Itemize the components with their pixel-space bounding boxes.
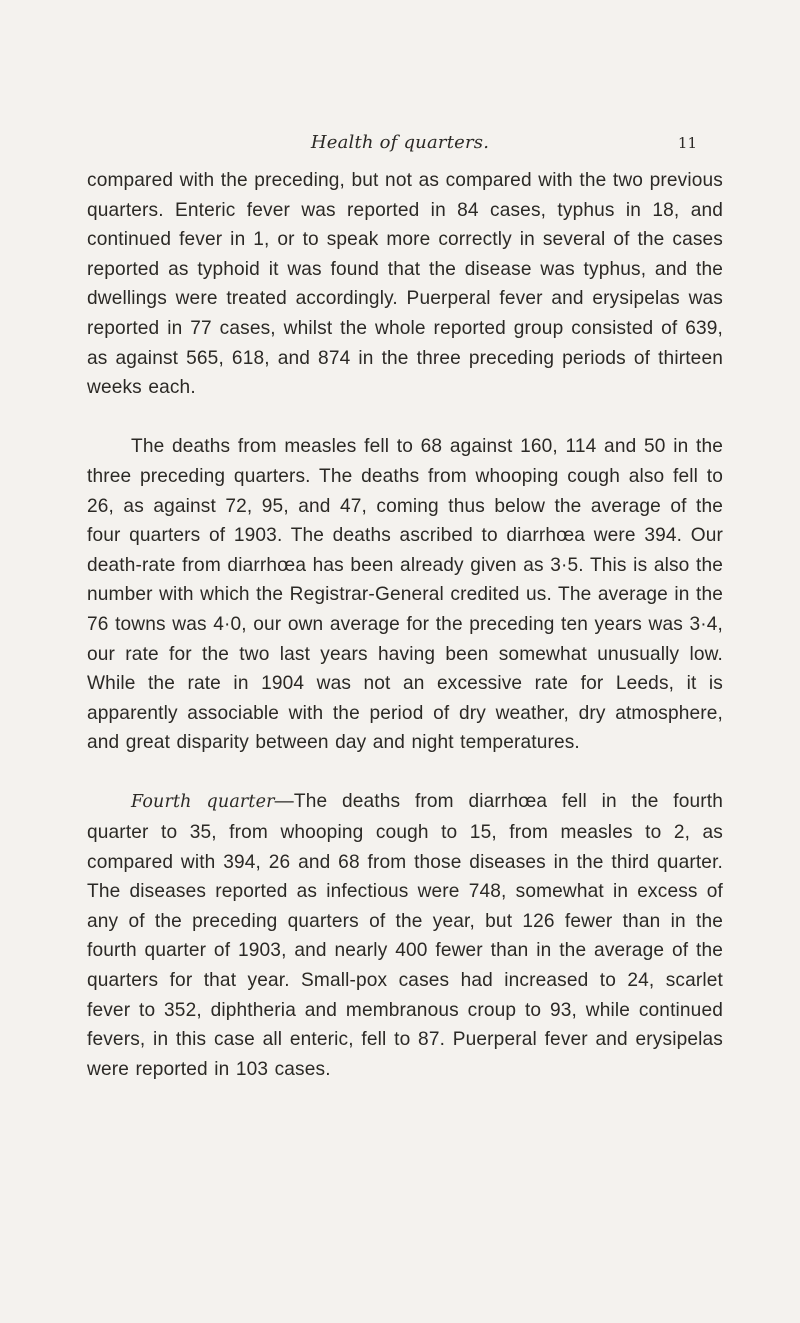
paragraph-fourth-quarter [87,787,723,1084]
page-title: Health of quarters. [310,132,490,153]
paragraph-fourth-quarter-text: —The deaths from diarrhœa fell in the fourth quarter to 35, from whooping cough to 15, from measles to 2, as compared with 394, 26 and 68 from those diseases in the third quarter. The diseases reported as infectious were 748, somewhat in excess of any of the preceding quarters of the year, but 126 fewer than in the fourth quarter of 1903, and nearly 400 fewer than in the average of the quarters for that year. Small-pox cases had increased to 24, scarlet fever to 352, diphtheria and membranous croup to 93, while continued fevers, in this case all enteric, fell to 87. Puerperal fever and erysipelas were reported in 103 cases. [87,791,723,1080]
paragraph-measles-deaths: The deaths from measles fell to 68 against 160, 114 and 50 in the three preceding quarters. The deaths from whooping cough also fell to 26, as against 72, 95, and 47, coming thus below the average of the four quarters of 1903. The deaths ascribed to diarrhœa were 394. Our death-rate from diarrhœa has been already given as 3·5. This is also the number with which the Registrar-General credited us. The average in the 76 towns was 4·0, our own average for the preceding ten years was 3·4, our rate for the two last years having been somewhat unusually low. While the rate in 1904 was not an excessive rate for Leeds, it is apparently associable with the period of dry weather, dry atmosphere, and great disparity between day and night temperatures. [87,436,723,754]
body-text [87,166,723,1114]
paragraph-lead-italic: Fourth quarter [131,792,275,813]
paragraph-continuation: compared with the preceding, but not as compared with the two previous quarters. Enteric fever was reported in 84 cases, typhus in 18, and continued fever in 1, or to speak more correctly in several of the cases reported as typhoid it was found that the disease was typhus, and the dwellings were treated accordingly. Puerperal fever and erysipelas was reported in 77 cases, whilst the whole reported group consisted of 639, as against 565, 618, and 874 in the three preceding periods of thirteen weeks each. [87,170,723,399]
running-header [0,132,800,158]
page-number: 11 [677,134,697,152]
